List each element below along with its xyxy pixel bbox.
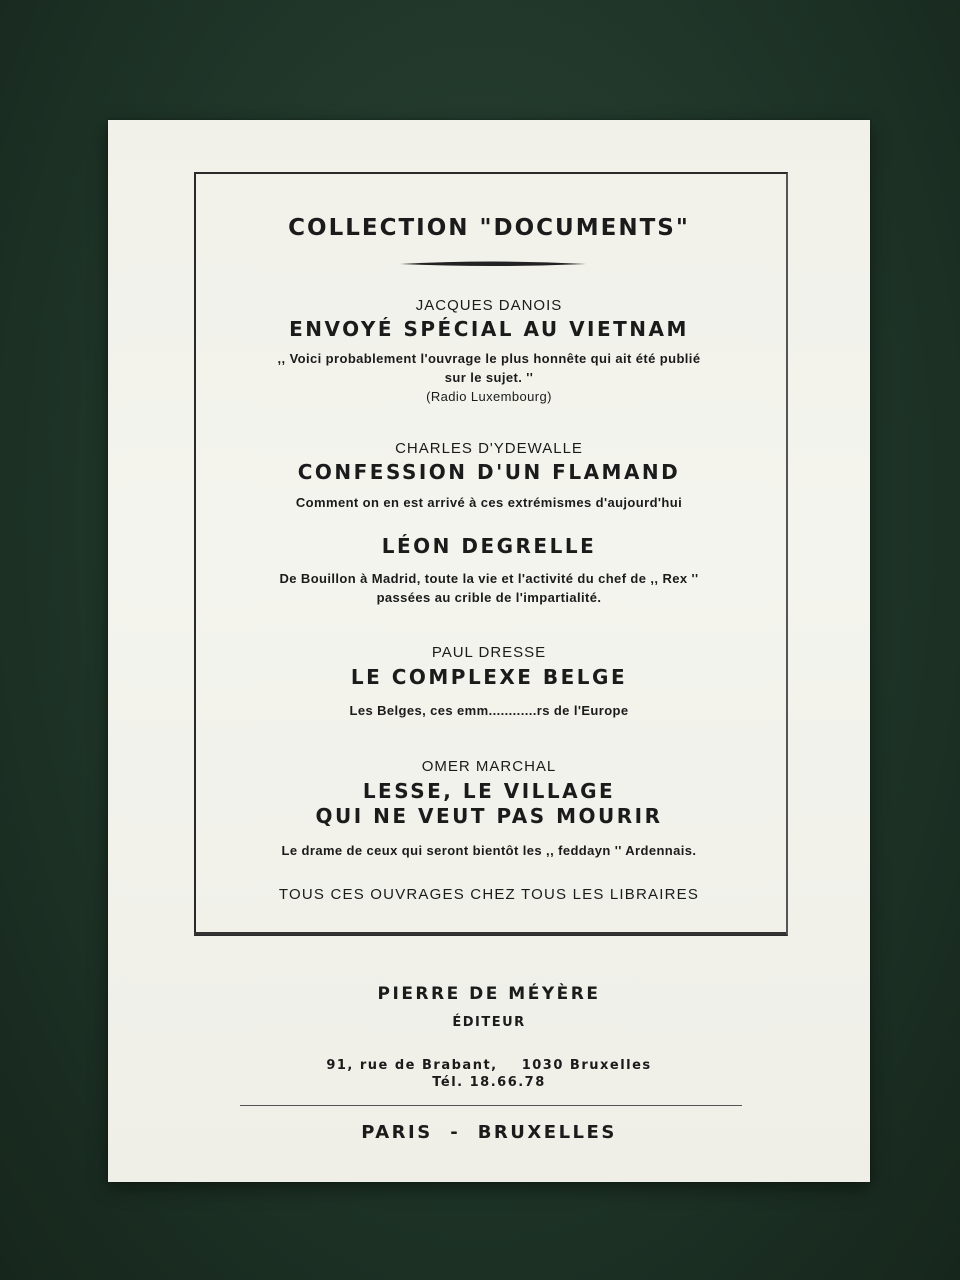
book-1-quote-line2: sur le sujet. ''	[444, 370, 534, 385]
ornament-divider	[400, 260, 586, 268]
publisher-cities: PARIS - BRUXELLES	[361, 1122, 617, 1143]
book-2-title: CONFESSION D'UN FLAMAND	[297, 460, 681, 484]
book-1-author: JACQUES DANOIS	[415, 297, 563, 314]
book-4-author: PAUL DRESSE	[431, 644, 547, 661]
collection-title: COLLECTION "DOCUMENTS"	[288, 215, 690, 241]
publisher-address: 91, rue de Brabant, 1030 Bruxelles	[326, 1058, 652, 1073]
publisher-phone: Tél. 18.66.78	[432, 1075, 546, 1090]
book-5-title-line2: QUI NE VEUT PAS MOURIR	[315, 804, 663, 828]
book-1-quote-line1: ,, Voici probablement l'ouvrage le plus honnête qui ait été publié	[277, 351, 701, 366]
divider-rule	[240, 1105, 742, 1106]
book-3-description-line1: De Bouillon à Madrid, toute la vie et l'activité du chef de ,, Rex ''	[279, 571, 699, 586]
book-5-title-line1: LESSE, LE VILLAGE	[362, 779, 616, 803]
book-2-description: Comment on en est arrivé à ces extrémismes d'aujourd'hui	[295, 495, 683, 510]
book-5-description: Le drame de ceux qui seront bientôt les ,, feddayn '' Ardennais.	[281, 843, 697, 858]
book-1-title: ENVOYÉ SPÉCIAL AU VIETNAM	[289, 317, 689, 341]
book-3-title: LÉON DEGRELLE	[381, 534, 597, 558]
book-2-author: CHARLES D'YDEWALLE	[395, 440, 583, 457]
book-back-cover	[108, 120, 870, 1182]
availability-note: TOUS CES OUVRAGES CHEZ TOUS LES LIBRAIRES	[278, 886, 700, 903]
book-4-title: LE COMPLEXE BELGE	[350, 665, 628, 689]
book-3-description-line2: passées au crible de l'impartialité.	[376, 590, 602, 605]
publisher-role: ÉDITEUR	[452, 1015, 526, 1030]
book-4-description: Les Belges, ces emm............rs de l'Europe	[349, 703, 629, 718]
frame-bottom-shadow	[194, 932, 786, 935]
book-1-source: (Radio Luxembourg)	[426, 389, 552, 404]
publisher-name: PIERRE DE MÉYÈRE	[377, 984, 601, 1004]
book-5-author: OMER MARCHAL	[421, 758, 557, 775]
